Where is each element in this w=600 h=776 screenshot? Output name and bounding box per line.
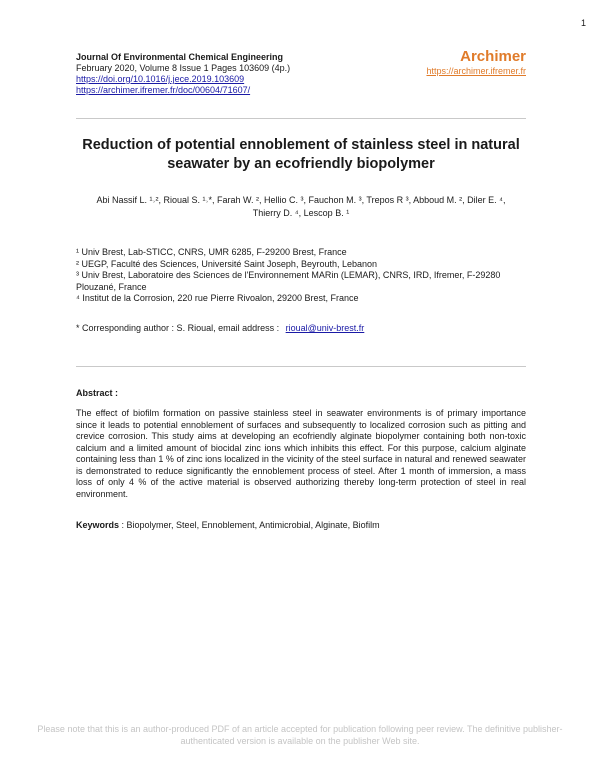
- doi-link[interactable]: https://doi.org/10.1016/j.jece.2019.103609: [76, 74, 245, 84]
- author-list: [76, 194, 526, 219]
- affiliations: [76, 247, 526, 305]
- affiliation-item: ⁴ Institut de la Corrosion, 220 rue Pierre Rivoalon, 29200 Brest, France: [76, 293, 359, 303]
- email-link[interactable]: rioual@univ-brest.fr: [285, 323, 365, 333]
- affiliation-item: ² UEGP, Faculté des Sciences, Université Saint Joseph, Beyrouth, Lebanon: [76, 258, 377, 269]
- footer-notice: Please note that this is an author-produced PDF of an article accepted for publication following peer review. The definitive publisher-authenticated version is available on the publisher Web site.: [37, 724, 563, 746]
- paper-title: Reduction of potential ennoblement of stainless steel in natural seawater by an ecofriendly biopolymer: [82, 137, 520, 172]
- corresponding-label: * Corresponding author : S. Rioual, email address :: [76, 323, 280, 333]
- keywords-label: Keywords: [76, 520, 120, 530]
- section-divider: [76, 366, 526, 367]
- affiliation-item: ³ Univ Brest, Laboratoire des Sciences de l'Environnement MARin (LEMAR), CNRS, IRD, Ifremer, F-29280 Plouzané, France: [76, 270, 501, 292]
- abstract-heading: Abstract :: [76, 388, 119, 398]
- header-divider: [76, 118, 526, 119]
- keywords-list: : Biopolymer, Steel, Ennoblement, Antimicrobial, Alginate, Biofilm: [121, 520, 380, 530]
- affiliation-item: ¹ Univ Brest, Lab-STICC, CNRS, UMR 6285, F-29200 Brest, France: [76, 247, 347, 257]
- archimer-logo-text: Archimer: [460, 48, 526, 65]
- authors-line-1: Abi Nassif L. ¹˒², Rioual S. ¹˒*, Farah W. ², Hellio C. ³, Fauchon M. ³, Trepos R ³, Abboud M. ², Diler E. ⁴,: [96, 195, 506, 205]
- keywords: [76, 520, 526, 530]
- journal-issue: February 2020, Volume 8 Issue 1 Pages 103609 (4p.): [76, 63, 291, 73]
- journal-name: Journal Of Environmental Chemical Engineering: [76, 52, 284, 62]
- authors-line-2: Thierry D. ⁴, Lescop B. ¹: [252, 207, 350, 218]
- archimer-doc-link[interactable]: https://archimer.ifremer.fr/doc/00604/71607/: [76, 85, 251, 95]
- corresponding-author: [76, 323, 364, 333]
- abstract-text: The effect of biofilm formation on passive stainless steel in seawater environments is of primary importance since it leads to potential ennoblement of surfaces and subsequently to localized corrosion such as pitting and crevice corrosion. This study aims at developing an ecofriendly alginate biopolymer containing both non-toxic calcium and a limited amount of biocidal zinc ions which inhibits this effect. For this purpose, calcium alginate containing less than 1 % of zinc ions localized in the vicinity of the steel surface in natural and renewed seawater is demonstrated to reduce significantly the ennoblement process of steel. After 1 month of immersion, a mass loss of only 4 % of the active material is observed authorizing thereby long-term protection of steel in real environment.: [76, 408, 526, 499]
- page-number: 1: [580, 18, 586, 28]
- journal-info: [76, 52, 376, 96]
- archimer-brand: [426, 48, 526, 76]
- archimer-url-link[interactable]: https://archimer.ifremer.fr: [426, 66, 526, 76]
